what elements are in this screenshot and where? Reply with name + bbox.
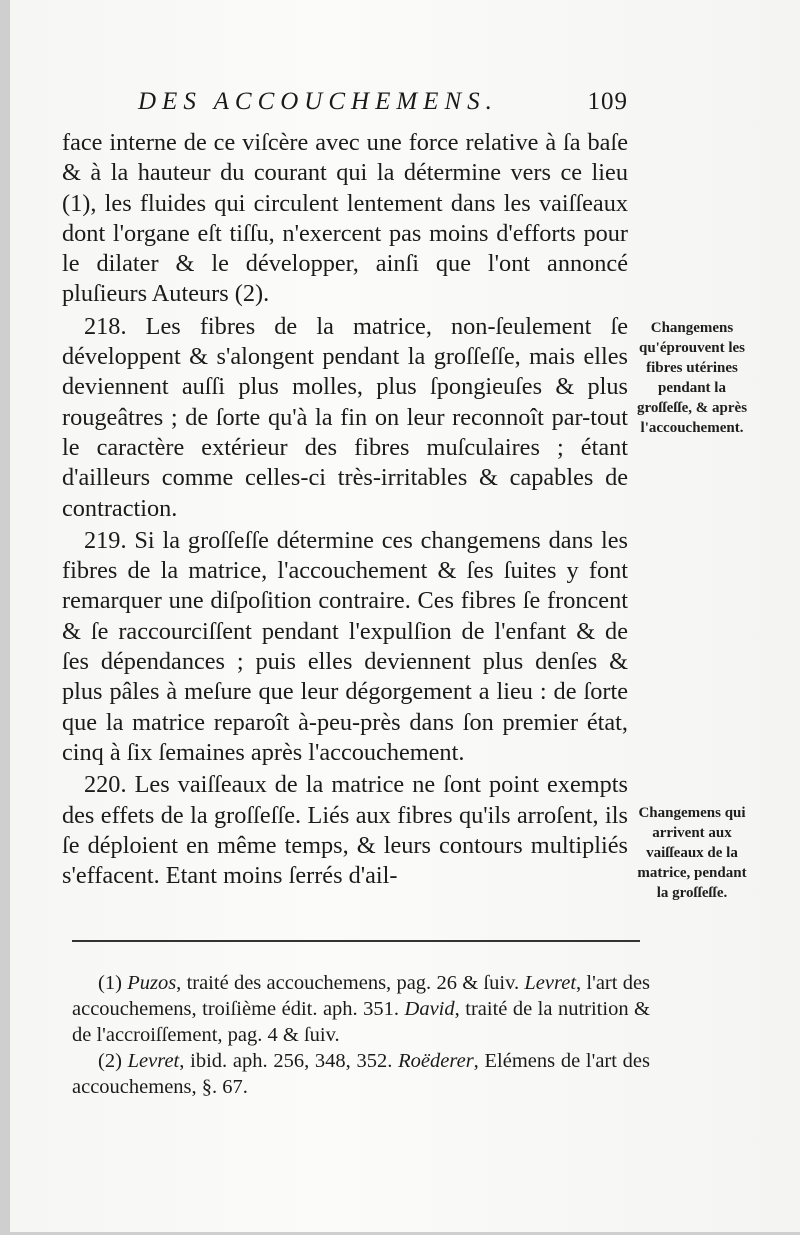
citation-text: , ibid. aph. 256, 348, 352. — [179, 1050, 393, 1072]
citation-text: , traité des accouchemens, pag. 26 & ſuiv. — [176, 972, 520, 994]
paragraph-218: 218. Les fibres de la matrice, non-ſeulement ſe développent & s'alongent pendant la groſſeſſe, mais elles deviennent auſſi plus molles, plus ſpongieuſes & plus rougeâtres ; de ſorte qu'à la fin on leur reconnoît par-tout le caractère extérieur des fibres muſculaires ; étant d'ailleurs comme celles-ci très-irritables & capables de contraction. — [62, 312, 628, 522]
cited-author: Levret — [524, 972, 577, 994]
running-header — [138, 88, 628, 124]
footnote-marker: (2) — [98, 1050, 122, 1072]
paragraph-219: 219. Si la groſſeſſe détermine ces changemens dans les fibres de la matrice, l'accouchement & ſes ſuites y font remarquer une diſpoſition contraire. Ces fibres ſe froncent & ſe raccourciſſent pendant l'expulſion de l'enfant & de ſes dépendances ; puis elles deviennent plus denſes & plus pâles à meſure que leur dégorgement a lieu : de ſorte que la matrice reparoît à-peu-près dans ſon premier état, cinq à ſix ſemaines après l'accouchement. — [62, 526, 628, 766]
book-page — [10, 0, 800, 1232]
page-number: 109 — [587, 88, 628, 115]
paragraph-220: 220. Les vaiſſeaux de la matrice ne ſont point exempts des effets de la groſſeſſe. Liés aux fibres qu'ils arroſent, ils ſe déploient en même temps, & leurs contours multipliés s'effacent. Etant moins ſerrés d'ail- — [62, 771, 628, 890]
footnote-1 — [72, 970, 650, 1048]
citation-text: , traité de la nutrition & de l'accroiſſement, pag. 4 & ſuiv. — [72, 998, 650, 1046]
cited-author: Roëderer — [398, 1050, 474, 1072]
cited-author: Levret — [127, 1050, 180, 1072]
margin-note-fibres: Changemens qu'éprouvent les fibres utérines pendant la groſſeſſe, & après l'accouchement. — [636, 320, 748, 436]
citation-text: , l'art des accouchemens, troiſième édit. aph. 351. — [72, 972, 651, 1020]
cited-author: Puzos — [127, 972, 177, 994]
footnote-2 — [72, 1048, 650, 1100]
running-title: DES ACCOUCHEMENS. — [138, 88, 498, 115]
footnote-rule — [72, 940, 640, 942]
citation-text: , Elémens de l'art des accouchemens, §. 67. — [72, 1050, 650, 1098]
footnote-marker: (1) — [98, 972, 122, 994]
footnotes — [72, 970, 650, 1100]
paragraph-continuation: face interne de ce viſcère avec une force relative à ſa baſe & à la hauteur du courant qui la détermine vers ce lieu (1), les fluides qui circulent lentement dans les vaiſſeaux dont l'organe eſt tiſſu, n'exercent pas moins d'efforts pour le dilater & le développer, ainſi que l'ont annoncé pluſieurs Auteurs (2). — [62, 129, 628, 308]
cited-author: David — [404, 998, 455, 1020]
margin-note-vessels: Changemens qui arrivent aux vaiſſeaux de la matrice, pendant la groſſeſſe. — [637, 805, 747, 901]
main-text — [62, 128, 628, 891]
